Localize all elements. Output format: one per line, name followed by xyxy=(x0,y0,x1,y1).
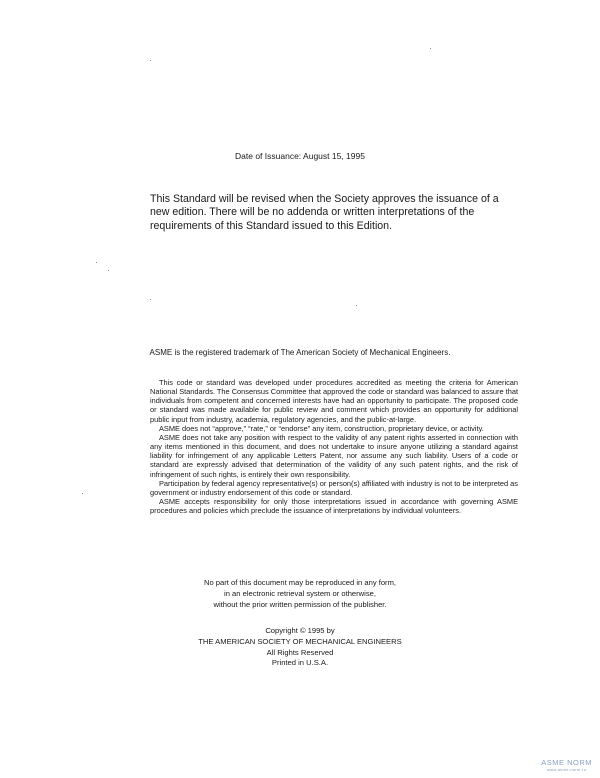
scan-speck xyxy=(430,48,431,49)
publisher-name: THE AMERICAN SOCIETY OF MECHANICAL ENGINEERS xyxy=(198,636,402,646)
reproduction-notice xyxy=(0,578,600,610)
watermark-name: ASME NORM xyxy=(541,758,592,767)
disclaimer-paragraph: Participation by federal agency representative(s) or person(s) affiliated with industry is not to be interpreted as government or industry endorsement of this code or standard. xyxy=(150,478,518,497)
trademark-notice: ASME is the registered trademark of The American Society of Mechanical Engineers. xyxy=(149,348,451,357)
disclaimer-paragraph: ASME does not take any position with respect to the validity of any patent rights asserted in connection with any items mentioned in this document, and does not undertake to insure anyone utilizing a standard against liability for infringement of any applicable Letters Patent, nor assume any such liability. Users of a code or standard are expressly advised that determination of the validity of any such patent rights, and the risk of infringement of such rights, is entirely their own responsibility. xyxy=(150,432,518,479)
reproduction-line: in an electronic retrieval system or otherwise, xyxy=(224,588,376,598)
rights-reserved: All Rights Reserved xyxy=(266,647,334,657)
scan-speck xyxy=(150,299,151,300)
scan-speck xyxy=(96,262,97,263)
scan-speck xyxy=(82,493,83,494)
reproduction-line: without the prior written permission of the publisher. xyxy=(213,599,387,609)
disclaimer-paragraph: This code or standard was developed under procedures accredited as meeting the criteria for American National Standards. The Consensus Committee that approved the code or standard was balanced to assure that individuals from competent and concerned interests have had an opportunity to participate. The proposed code or standard was made available for public review and comment which provides an opportunity for additional public input from industry, academia, regulatory agencies, and the public-at-large. xyxy=(150,378,518,424)
disclaimer-block xyxy=(150,378,518,515)
revision-notice: This Standard will be revised when the Society approves the issuance of a new edition. There will be no addenda or written interpretations of the requirements of this Standard issued to this Edition. xyxy=(150,193,499,232)
scan-speck xyxy=(108,270,109,271)
watermark-url: www.asme-norm.ru xyxy=(546,767,587,772)
printed-in: Printed in U.S.A. xyxy=(271,658,329,668)
copyright-line: Copyright © 1995 by xyxy=(265,626,335,635)
disclaimer-paragraph: ASME does not “approve,” “rate,” or “endorse” any item, construction, proprietary device, or activity. xyxy=(159,423,484,433)
disclaimer-paragraph: ASME accepts responsibility for only those interpretations issued in accordance with governing ASME procedures and policies which preclude the issuance of interpretations by individual volunteers. xyxy=(150,497,518,516)
reproduction-line: No part of this document may be reproduced in any form, xyxy=(203,578,397,587)
date-of-issuance: Date of Issuance: August 15, 1995 xyxy=(235,151,365,161)
copyright-block xyxy=(0,626,600,669)
watermark-logo xyxy=(541,758,592,772)
scan-speck xyxy=(356,305,357,306)
scan-speck xyxy=(150,60,151,61)
